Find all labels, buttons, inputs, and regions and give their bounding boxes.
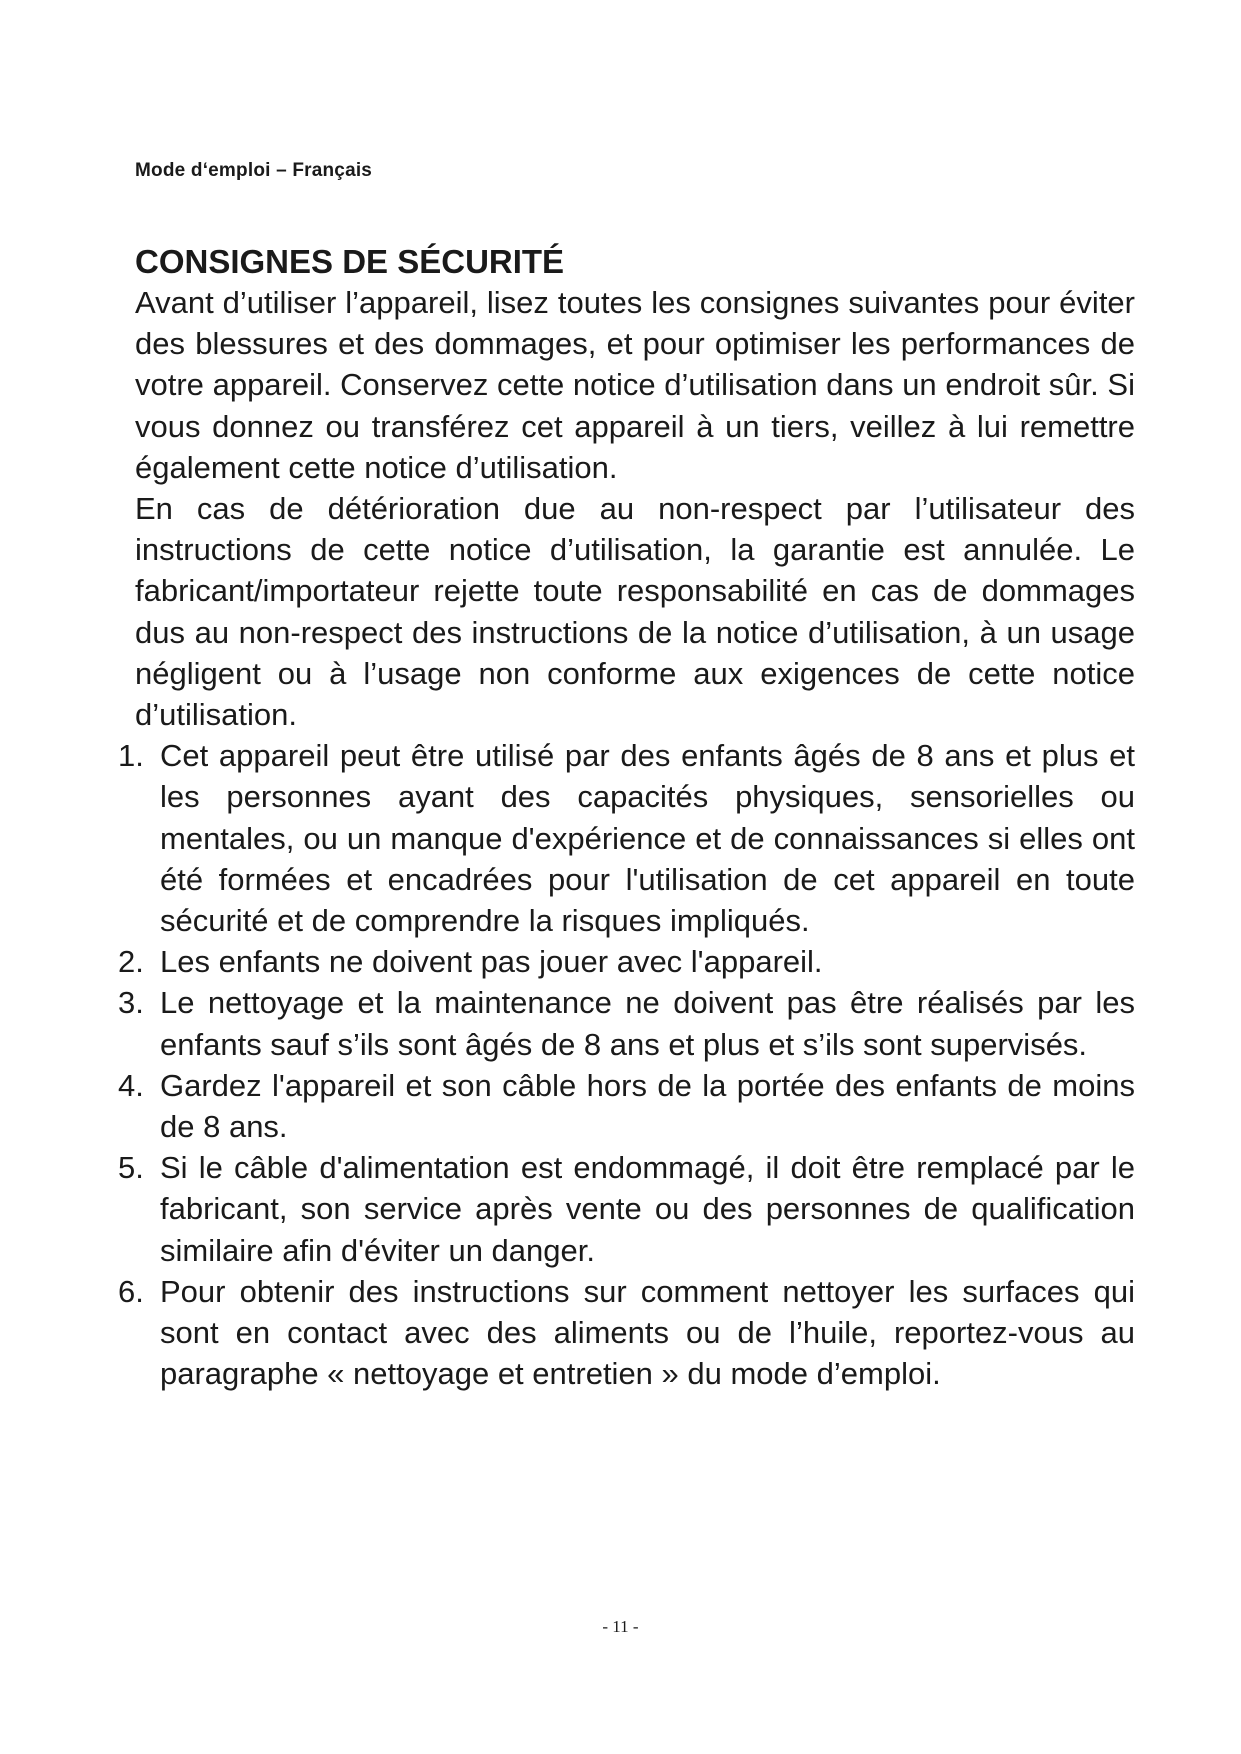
list-item — [118, 1271, 1135, 1395]
list-item-text: Cet appareil peut être utilisé par des enfants âgés de 8 ans et plus et les personnes ayant des capacités physiques, sensorielles ou mentales, ou un manque d'expérience et de connaissances si elles ont été formées et encadrées pour l'utilisation de cet appareil en toute sécurité et de comprendre la risques impliqués. — [160, 738, 1135, 939]
intro-paragraph-2: En cas de détérioration due au non-respect par l’utilisateur des instructions de cette notice d’utilisation, la garantie est annulée. Le fabricant/importateur rejette toute responsabilité en cas de dommages dus au non-respect des instructions de la notice d’utilisation, à un usage négligent ou à l’usage non conforme aux exigences de cette notice d’utilisation. — [135, 491, 1135, 733]
list-item — [118, 941, 1135, 982]
list-item-text: Le nettoyage et la maintenance ne doivent pas être réalisés par les enfants sauf s’ils sont âgés de 8 ans et plus et s’ils sont supervisés. — [160, 985, 1135, 1062]
safety-instructions-list — [118, 735, 1135, 1394]
list-item-text: Gardez l'appareil et son câble hors de la portée des enfants de moins de 8 ans. — [160, 1067, 1135, 1145]
page-number: - 11 - — [602, 1617, 639, 1636]
running-header: Mode d‘emploi – Français — [135, 160, 373, 181]
list-item-text: Si le câble d'alimentation est endommagé, il doit être remplacé par le fabricant, son service après vente ou des personnes de qualification similaire afin d'éviter un danger. — [160, 1150, 1135, 1268]
list-item-number: 5. — [118, 1150, 144, 1186]
list-item-number: 1. — [118, 738, 144, 774]
list-item — [118, 1147, 1135, 1271]
list-item-text: Pour obtenir des instructions sur comment nettoyer les surfaces qui sont en contact avec des aliments ou de l’huile, reportez-vous au paragraphe « nettoyage et entretien » du mode d’emploi. — [160, 1273, 1135, 1392]
list-item — [118, 982, 1135, 1064]
intro-paragraph-1: Avant d’utiliser l’appareil, lisez toutes les consignes suivantes pour éviter des blessures et des dommages, et pour optimiser les performances de votre appareil. Conservez cette notice d’utilisation dans un endroit sûr. Si vous donnez ou transférez cet appareil à un tiers, veillez à lui remettre également cette notice d’utilisation. — [135, 285, 1135, 485]
list-item-text: Les enfants ne doivent pas jouer avec l'appareil. — [160, 944, 823, 980]
list-item — [118, 1065, 1135, 1147]
safety-section — [118, 242, 1135, 1394]
list-item-number: 4. — [118, 1067, 144, 1103]
section-title: CONSIGNES DE SÉCURITÉ — [135, 243, 565, 280]
list-item-number: 2. — [118, 944, 144, 980]
list-item — [118, 735, 1135, 941]
list-item-number: 3. — [118, 985, 144, 1021]
list-item-number: 6. — [118, 1273, 144, 1309]
